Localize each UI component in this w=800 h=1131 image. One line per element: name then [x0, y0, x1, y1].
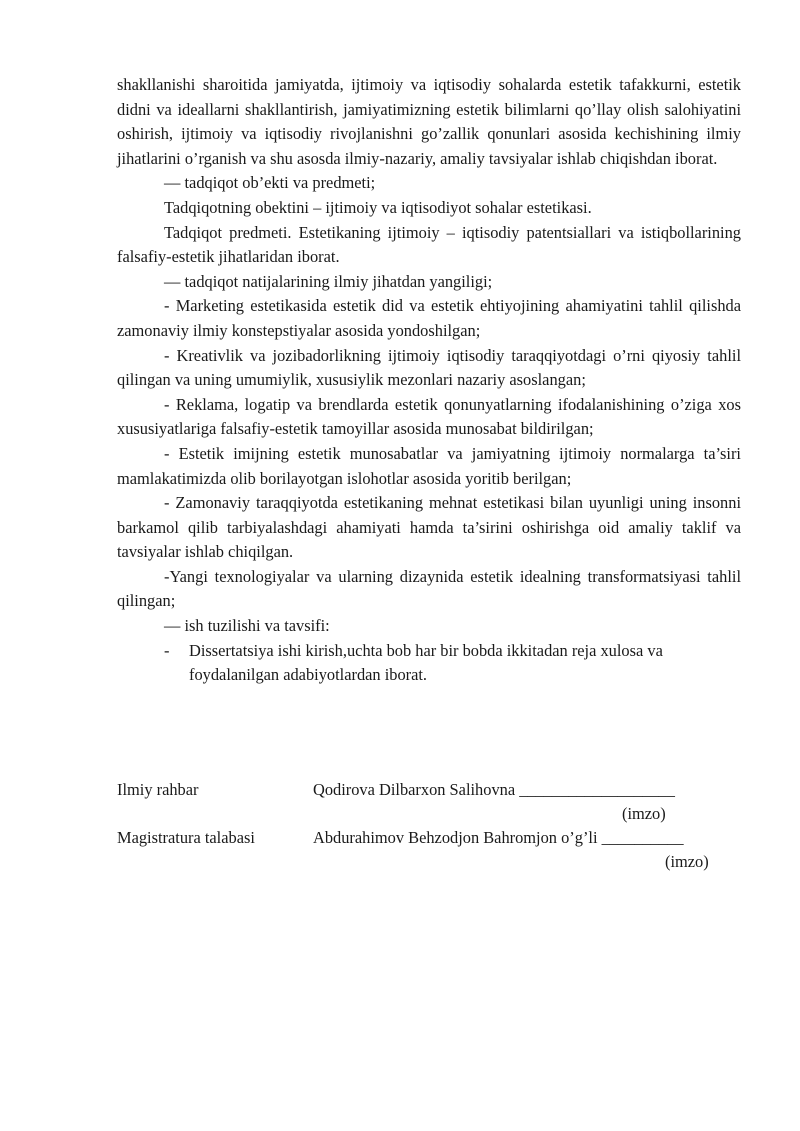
novelty-item-labor-aesthetics: - Zamonaviy taraqqiyotda estetikaning mehnat estetikasi bilan uyunligi uning insonni barkamol qilib tarbiyalashdagi ahamiyati hamda ta’sirini oshirishga oid amaliy taklif va tavsiyalar ishlab chiqilgan. [117, 493, 741, 562]
signature-imzo-row-supervisor [117, 802, 741, 826]
supervisor-imzo: (imzo) [622, 804, 666, 823]
signature-row-student [117, 826, 741, 850]
novelty-item-image: - Estetik imijning estetik munosabatlar va jamiyatning ijtimoiy normalarga ta’siri mamlakatimizda olib borilayotgan islohotlar asosida yoritib berilgan; [117, 443, 741, 488]
novelty-item-advertising: - Reklama, logatip va brendlarda estetik qonunyatlarning ifodalanishining o’ziga xos xususiyatlariga falsafiy-estetik tamoyillar asosida munosabat bildirilgan; [117, 394, 741, 439]
signature-block [117, 778, 741, 874]
student-label: Magistratura talabasi [117, 828, 255, 847]
novelty-item-marketing: - Marketing estetikasida estetik did va estetik ehtiyojining ahamiyatini tahlil qilishda zamonaviy ilmiy konstepstiyalar asosida yondoshilgan; [117, 296, 741, 340]
paragraph-subject: Tadqiqot predmeti. Estetikaning ijtimoiy – iqtisodiy patentsiallari va istiqbollarining falsafiy-estetik jihatlaridan iborat. [117, 222, 741, 267]
novelty-item-creativity: - Kreativlik va jozibadorlikning ijtimoiy iqtisodiy taraqqiyotdagi o’rni qiyosiy tahlil qilingan va uning umumiylik, xususiylik mezonlari nazariy asoslangan; [117, 345, 741, 390]
list-marker: - [164, 640, 170, 660]
signature-imzo-row-student [117, 850, 741, 874]
novelty-item-technologies: -Yangi texnologiyalar va ularning dizaynida estetik idealning transformatsiyasi tahlil qilingan; [117, 566, 741, 611]
paragraph-intro: shakllanishi sharoitida jamiyatda, ijtimoiy va iqtisodiy sohalarda estetik tafakkurni, estetik didni va ideallarni shakllantirish, jamiyatimizning estetik bilimlarni qo’llay olish salohiyatini oshirish, ijtimoiy va iqtisodiy rivojlanishni go’zallik qonunlari asosida kechishining ilmiy jihatlarini o’rganish va shu asosda ilmiy-nazariy, amaliy tavsiyalar ishlab chiqishdan iborat. [117, 75, 741, 168]
signature-row-supervisor [117, 778, 741, 802]
document-body [117, 73, 741, 688]
supervisor-name: Qodirova Dilbarxon Salihovna ___________________ [313, 780, 675, 799]
list-item-text: Dissertatsiya ishi kirish,uchta bob har bir bobda ikkitadan reja xulosa va foydalanilgan adabiyotlardan iborat. [189, 640, 663, 685]
paragraph-object: Tadqiqotning obektini – ijtimoiy va iqtisodiyot sohalar estetikasi. [164, 197, 592, 217]
heading-novelty: — tadqiqot natijalarining ilmiy jihatdan yangiligi; [164, 271, 493, 291]
supervisor-label: Ilmiy rahbar [117, 780, 199, 799]
structure-list-item [117, 639, 741, 688]
student-name: Abdurahimov Behzodjon Bahromjon o’g’li __________ [313, 828, 684, 847]
heading-structure: — ish tuzilishi va tavsifi: [164, 616, 330, 636]
heading-object-subject: — tadqiqot ob’ekti va predmeti; [164, 173, 376, 193]
student-imzo: (imzo) [665, 852, 709, 871]
